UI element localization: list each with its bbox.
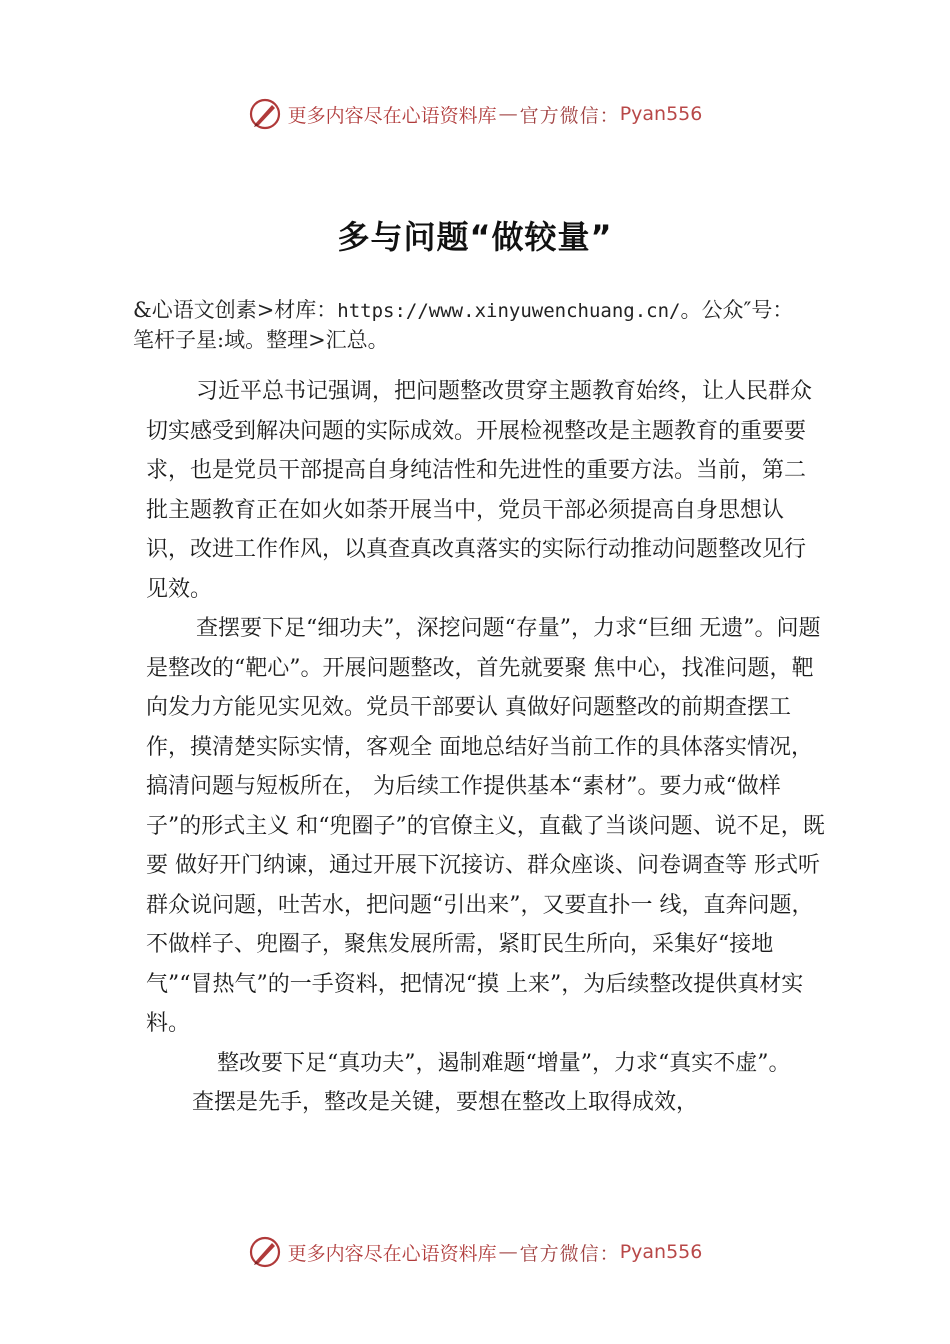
- paragraph: 习近平总书记强调，把问题整改贯穿主题教育始终，让人民群众切实感受到解决问题的实际成效。开展检视整改是主题教育的重要要求，也是党员干部提高自身纯洁性和先进性的重要方法。当前，第二批主题教育正在如火如荼开展当中，党员干部必须提高自身思想认识，改进工作作风，以真查真改真落实的实际行动推动问题整改见行见效。: [146, 379, 813, 602]
- watermark-wechat-label: 官方微信：: [519, 1242, 620, 1265]
- source-prefix: &心语文创素>材库：: [133, 298, 338, 322]
- source-note: [133, 296, 813, 355]
- watermark-brand: 更多内容尽在心语资料库: [287, 1242, 497, 1265]
- pen-logo-icon: [248, 97, 282, 131]
- watermark-separator: —: [498, 103, 518, 125]
- pen-logo-icon: [248, 1235, 282, 1269]
- source-suffix: 。公众″号：笔杆子星:域。整理>汇总。: [133, 298, 794, 352]
- watermark-wechat-id: Pyan556: [619, 1241, 703, 1263]
- header-watermark: [0, 94, 950, 134]
- paragraph: 查摆要下足“细功夫”，深挖问题“存量”，力求“巨细 无遗”。问题是整改的“靶心”。开展问题整改，首先就要聚 焦中心，找准问题，靶向发力方能见实见效。党员干部要认 真做好问题整改的前期查摆工作，摸清楚实际实情，客观全 面地总结好当前工作的具体落实情况，搞清问题与短板所在， 为后续工作提供基本“素材”。要力戒“做样子”的形式主义 和“兜圈子”的官僚主义，直截了当谈问题、说不足，既要 做好开门纳谏，通过开展下沉接访、群众座谈、问卷调查等 形式听群众说问题，吐苦水，把问题“引出来”，又要直扑一 线，直奔问题，不做样子、兜圈子，聚焦发展所需，紧盯民生所向，采集好“接地气”“冒热气”的一手资料，把情况“摸 上来”，为后续整改提供真材实料。: [146, 616, 825, 1036]
- watermark-wechat-id: Pyan556: [619, 103, 703, 125]
- watermark-separator: —: [498, 1241, 518, 1263]
- watermark-brand: 更多内容尽在心语资料库: [287, 104, 497, 127]
- paragraph: 整改要下足“真功夫”，遏制难题“增量”，力求“真实不虚”。查摆是先手，整改是关键，要想在整改上取得成效，: [192, 1050, 791, 1115]
- page-title: 多与问题“做较量”: [337, 218, 613, 256]
- article-body: [146, 372, 826, 1123]
- source-url: https://www.xinyuwenchuang.cn/: [337, 300, 681, 322]
- footer-watermark: [0, 1232, 950, 1272]
- watermark-wechat-label: 官方微信：: [519, 104, 620, 127]
